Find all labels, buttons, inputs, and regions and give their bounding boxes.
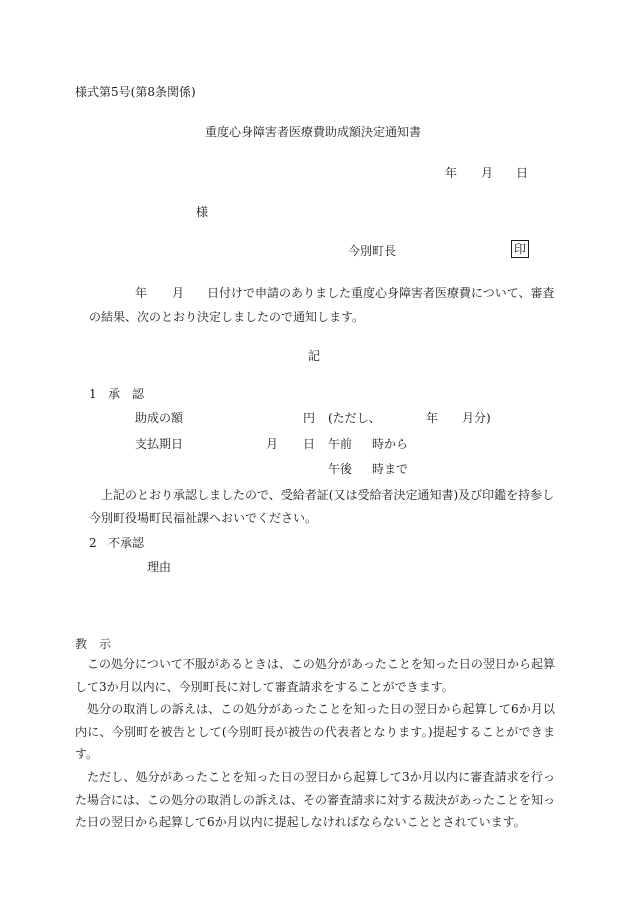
approval-note-line2: 今別町役場町民福祉課へおいでください。: [89, 511, 318, 525]
intro-line2: の結果、次のとおり決定しましたので通知します。: [89, 310, 365, 324]
issuer: 今別町長: [348, 244, 397, 258]
payment-day: 日: [303, 437, 316, 451]
form-number: 様式第5号(第8条関係): [75, 85, 196, 99]
date-day: 日: [516, 166, 529, 180]
date-month: 月: [481, 166, 494, 180]
instruction-paragraph-2: 処分の取消しの訴えは、この処分があったことを知った日の翌日から起算して6か月以内に、今別町を被告として(今別町長が被告の代表者となります。)提起することができます。: [75, 702, 555, 761]
amount-note-year: 年: [426, 411, 439, 425]
intro-text: 日付けで申請のありました重度心身障害者医療費について、審査: [207, 286, 555, 300]
instruction-paragraph-1: この処分について不服があるときは、この処分があったことを知った日の翌日から起算して3か月以内に、今別町長に対して審査請求をすることができます。: [75, 657, 555, 694]
intro-year: 年: [135, 286, 148, 300]
document-title: 重度心身障害者医療費助成額決定通知書: [205, 125, 422, 139]
intro-month: 月: [172, 286, 185, 300]
approval-number: 1: [89, 387, 97, 401]
recipient-suffix: 様: [196, 205, 209, 219]
amount-note-open: (ただし、: [328, 411, 381, 425]
payment-pm: 午後: [328, 462, 353, 476]
ki-mark: 記: [308, 349, 321, 363]
instruction-paragraph-3: ただし、処分があったことを知った日の翌日から起算して3か月以内に審査請求を行った場合には、この処分の取消しの訴えは、その審査請求に対する裁決があったことを知った日の翌日から起算して6か月以内に提起しなければならないこととされています。: [75, 770, 555, 829]
payment-until: 時まで: [372, 462, 409, 476]
instruction-heading: 教 示: [75, 637, 112, 651]
payment-from: 時から: [372, 437, 409, 451]
date-year: 年: [445, 166, 458, 180]
seal-mark: 印: [511, 240, 529, 258]
payment-date-label: 支払期日: [135, 437, 184, 451]
approval-heading: 承 認: [108, 387, 145, 401]
rejection-heading: 不承認: [108, 536, 145, 550]
reason-label: 理由: [147, 560, 172, 574]
approval-note-line1: 上記のとおり承認しましたので、受給者証(又は受給者決定通知書)及び印鑑を持参し: [101, 488, 555, 502]
payment-am: 午前: [328, 437, 353, 451]
amount-label: 助成の額: [135, 411, 184, 425]
amount-note-month: 月分): [462, 411, 491, 425]
rejection-number: 2: [89, 536, 97, 550]
yen-label: 円: [303, 411, 316, 425]
payment-month: 月: [266, 437, 279, 451]
